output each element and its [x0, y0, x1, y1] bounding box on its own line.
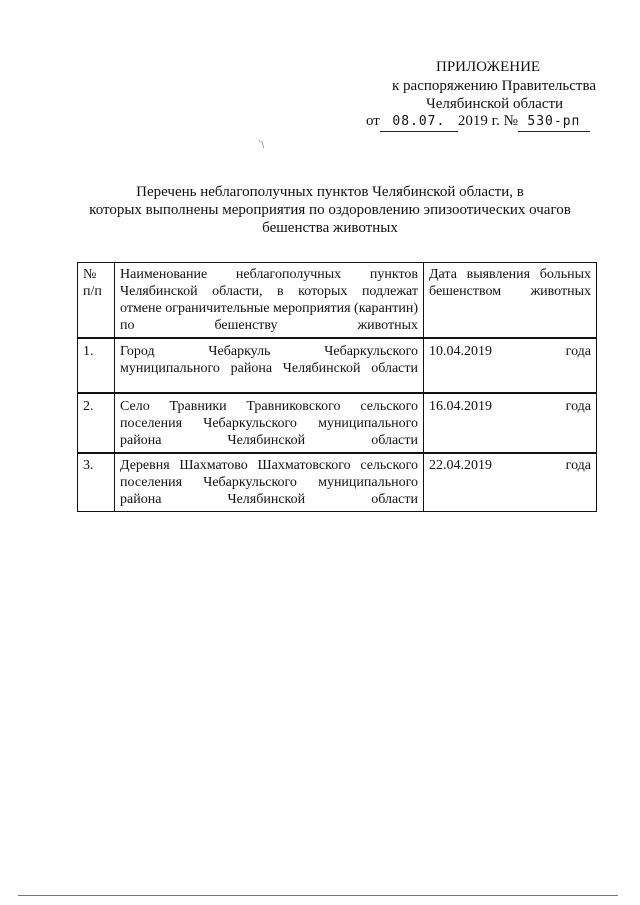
row-date: 22.04.2019 года — [424, 453, 597, 512]
document-title-line-3: бешенства животных — [262, 220, 398, 236]
footer-rule — [18, 895, 618, 896]
row-name: Село Травники Травниковского сельского поселения Чебаркульского муниципального района Челябинской области — [115, 393, 424, 453]
order-date-field — [380, 112, 458, 132]
appendix-region: Челябинской области — [426, 96, 564, 112]
row-name: Деревня Шахматово Шахматовского сельского поселения Чебаркульского муниципального района Челябинской области — [115, 453, 424, 512]
from-label: от — [366, 113, 380, 129]
scan-mark: `\ — [258, 140, 265, 151]
order-number: 530-рп — [527, 114, 581, 129]
header-date: Дата выявления больных бешенством животных — [424, 263, 597, 339]
document-title — [80, 183, 580, 237]
row-date: 10.04.2019 года — [424, 338, 597, 393]
document-title-line-1: Перечень неблагополучных пунктов Челябинской области, в — [136, 184, 524, 200]
table-row — [78, 338, 597, 393]
table-row — [78, 453, 597, 512]
appendix-reference: к распоряжению Правительства — [392, 78, 597, 94]
table-row — [78, 393, 597, 453]
header-name: Наименование неблагополучных пунктов Челябинской области, в которых подлежат отмене ограничительные мероприятия (карантин) по бешенству животных — [115, 263, 424, 339]
row-number: 2. — [78, 393, 115, 453]
appendix-date-number — [366, 112, 590, 132]
row-number: 3. — [78, 453, 115, 512]
appendix-title: ПРИЛОЖЕНИЕ — [436, 59, 541, 75]
table-header-row — [78, 263, 597, 339]
header-number: № п/п — [78, 263, 115, 339]
number-sign: № — [503, 113, 518, 129]
order-date: 08.07. — [392, 114, 446, 129]
order-number-field — [518, 112, 590, 132]
row-date: 16.04.2019 года — [424, 393, 597, 453]
outbreak-points-table — [77, 262, 597, 512]
row-number: 1. — [78, 338, 115, 393]
row-name: Город Чебаркуль Чебаркульского муниципального района Челябинской области — [115, 338, 424, 393]
order-year: 2019 г. — [457, 113, 500, 129]
document-title-line-2: которых выполнены мероприятия по оздоровлению эпизоотических очагов — [89, 202, 571, 218]
